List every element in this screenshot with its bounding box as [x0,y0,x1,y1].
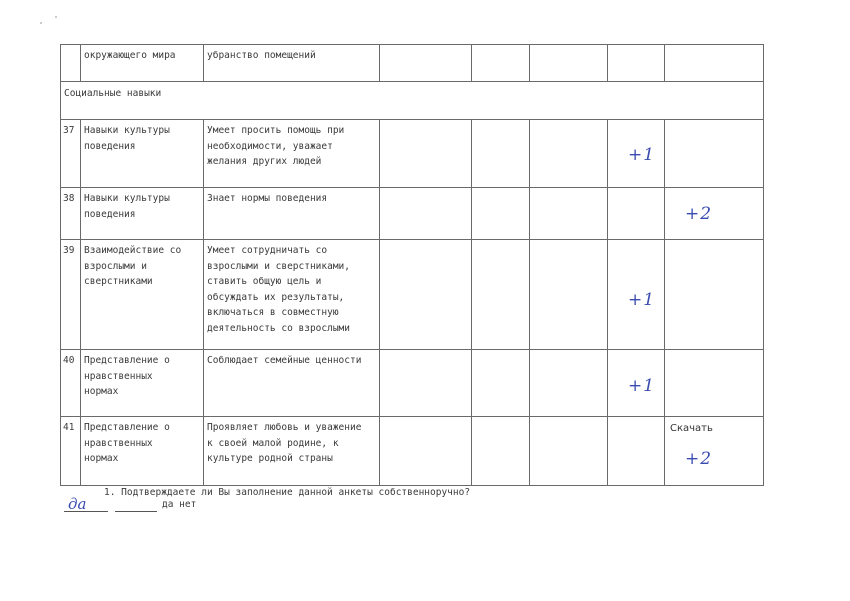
skill-cell [81,417,204,486]
answer-blank-no [115,511,157,512]
indicator-cell [204,240,380,350]
score-cell [472,45,530,82]
indicator-text: Умеет просить помощь при необходимости, уважает желания других людей [207,125,345,167]
skill-cell [81,188,204,240]
cell-label: Скачать [670,423,713,434]
answer-options: да нет [162,499,197,510]
section-title: Социальные навыки [64,88,162,99]
skill-text: Навыки культуры поведения [84,125,170,152]
score-cell [608,350,665,417]
handwritten-answer: да [68,495,87,513]
score-cell [472,417,530,486]
handwritten-mark: +1 [628,290,656,310]
skill-text: Навыки культуры поведения [84,193,170,220]
indicator-cell [204,350,380,417]
indicator-cell [204,120,380,188]
skill-text: окружающего мира [84,50,176,61]
section-header-row [61,82,764,120]
score-cell [608,188,665,240]
row-number: 39 [63,245,75,256]
handwritten-mark: +1 [628,145,656,165]
indicator-text: убранство помещений [207,50,316,61]
handwritten-mark: +1 [628,376,656,396]
table-row [61,188,764,240]
row-number: 38 [63,193,75,204]
table-row [61,240,764,350]
indicator-text: Умеет сотрудничать со взрослыми и сверстниками, ставить общую цель и обсуждать их результаты, включаться в совместную деятельность со взрослыми [207,245,350,334]
score-cell [665,350,764,417]
score-cell [380,240,472,350]
table-row [61,120,764,188]
row-number: 40 [63,355,75,366]
score-cell [665,240,764,350]
table-row [61,350,764,417]
score-cell [530,120,608,188]
score-cell [472,120,530,188]
score-cell [608,45,665,82]
handwritten-mark: +2 [685,204,713,224]
score-cell [530,240,608,350]
score-cell [665,417,764,486]
skill-text: Взаимодействие со взрослыми и сверстниками [84,245,182,287]
scan-speck [40,22,42,24]
score-cell [472,240,530,350]
score-cell [472,350,530,417]
row-number: 37 [63,125,75,136]
skill-cell [81,350,204,417]
score-cell [530,417,608,486]
score-cell [530,45,608,82]
score-cell [530,350,608,417]
score-cell [380,417,472,486]
score-cell [380,120,472,188]
scan-speck [55,16,57,18]
score-cell [608,240,665,350]
indicator-cell [204,188,380,240]
score-cell [665,120,764,188]
table-row-continued [61,45,764,82]
skill-text: Представление о нравственных нормах [84,355,170,397]
indicator-cell [204,45,380,82]
row-number-cell [61,350,81,417]
skills-table [60,44,764,486]
indicator-text: Знает нормы поведения [207,193,328,204]
row-number-cell [61,188,81,240]
row-number-cell [61,45,81,82]
row-number-cell [61,417,81,486]
handwritten-mark: +2 [685,449,713,469]
section-cell [61,82,764,120]
skill-cell [81,45,204,82]
score-cell [380,45,472,82]
score-cell [380,350,472,417]
row-number: 41 [63,422,75,433]
score-cell [608,417,665,486]
score-cell [530,188,608,240]
score-cell [665,45,764,82]
indicator-text: Соблюдает семейные ценности [207,355,362,366]
indicator-cell [204,417,380,486]
skill-cell [81,240,204,350]
indicator-text: Проявляет любовь и уважение к своей малой родине, к культуре родной страны [207,422,362,464]
row-number-cell [61,240,81,350]
skill-cell [81,120,204,188]
row-number-cell [61,120,81,188]
score-cell [380,188,472,240]
score-cell [608,120,665,188]
table-row [61,417,764,486]
question-text: 1. Подтверждаете ли Вы заполнение данной анкеты собственноручно? [104,487,471,498]
score-cell [665,188,764,240]
skill-text: Представление о нравственных нормах [84,422,170,464]
score-cell [472,188,530,240]
